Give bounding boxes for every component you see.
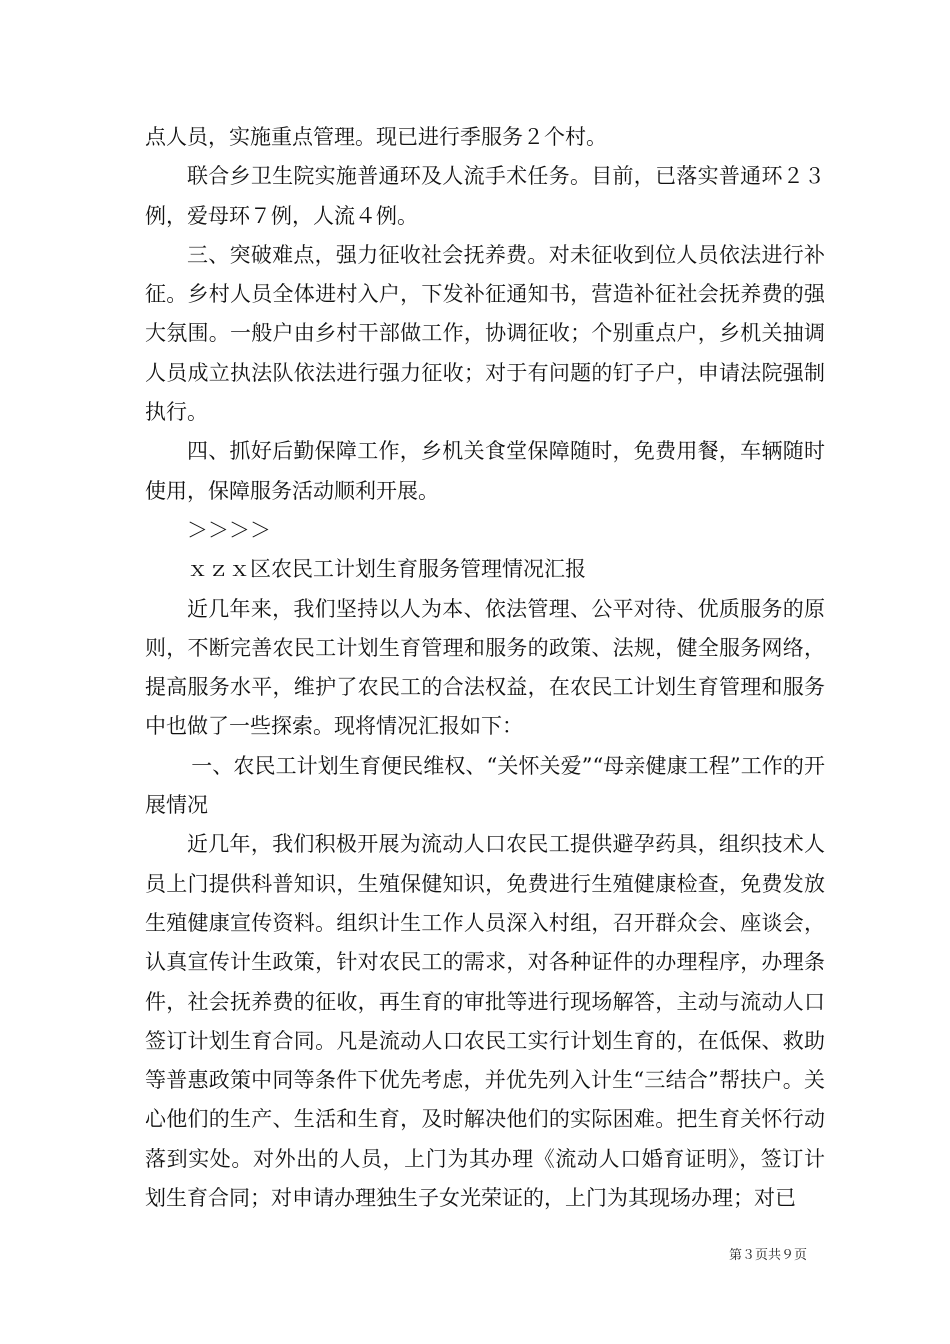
paragraph-surgery-tasks: 联合乡卫生院实施普通环及人流手术任务。目前，已落实普通环２３例，爱母环７例，人流４例。	[145, 164, 825, 228]
paragraph-section-one-body: 近几年，我们积极开展为流动人口农民工提供避孕药具，组织技术人员上门提供科普知识，生殖保健知识，免费进行生殖健康检查，免费发放生殖健康宣传资料。组织计生工作人员深入村组，召开群众会、座谈会，认真宣传计生政策，针对农民工的需求，对各种证件的办理程序，办理条件，社会抚养费的征收，再生育的审批等进行现场解答，主动与流动人口签订计划生育合同。凡是流动人口农民工实行计划生育的，在低保、救助等普惠政策中同等条件下优先考虑，并优先列入计生“三结合”帮扶户。关心他们的生产、生活和生育，及时解决他们的实际困难。把生育关怀行动落到实处。对外出的人员，上门为其办理《流动人口婚育证明》，签订计划生育合同；对申请办理独生子女光荣证的，上门为其现场办理；对已	[145, 832, 825, 1211]
section-separator: ＞＞＞＞	[187, 517, 271, 542]
section-heading-one: 一、农民工计划生育便民维权、“关怀关爱”“母亲健康工程”工作的开展情况	[145, 753, 825, 818]
paragraph-section-four: 四、抓好后勤保障工作，乡机关食堂保障随时，免费用餐，车辆随时使用，保障服务活动顺利开展。	[145, 439, 825, 503]
report-title: ｘｚｘ区农民工计划生育服务管理情况汇报	[187, 557, 586, 582]
paragraph-continuation: 点人员，实施重点管理。现已进行季服务２个村。	[145, 125, 607, 149]
paragraph-intro: 近几年来，我们坚持以人为本、依法管理、公平对待、优质服务的原则，不断完善农民工计划生育管理和服务的政策、法规，健全服务网络，提高服务水平，维护了农民工的合法权益，在农民工计划生育管理和服务中也做了一些探索。现将情况汇报如下：	[145, 596, 825, 739]
paragraph-section-three: 三、突破难点，强力征收社会抚养费。对未征收到位人员依法进行补征。乡村人员全体进村入户，下发补征通知书，营造补征社会抚养费的强大氛围。一般户由乡村干部做工作，协调征收；个别重点户，乡机关抽调人员成立执法队依法进行强力征收；对于有问题的钉子户，申请法院强制执行。	[145, 242, 825, 425]
document-body	[145, 118, 825, 1218]
page-number-footer: 第３页共９页	[728, 1248, 807, 1263]
